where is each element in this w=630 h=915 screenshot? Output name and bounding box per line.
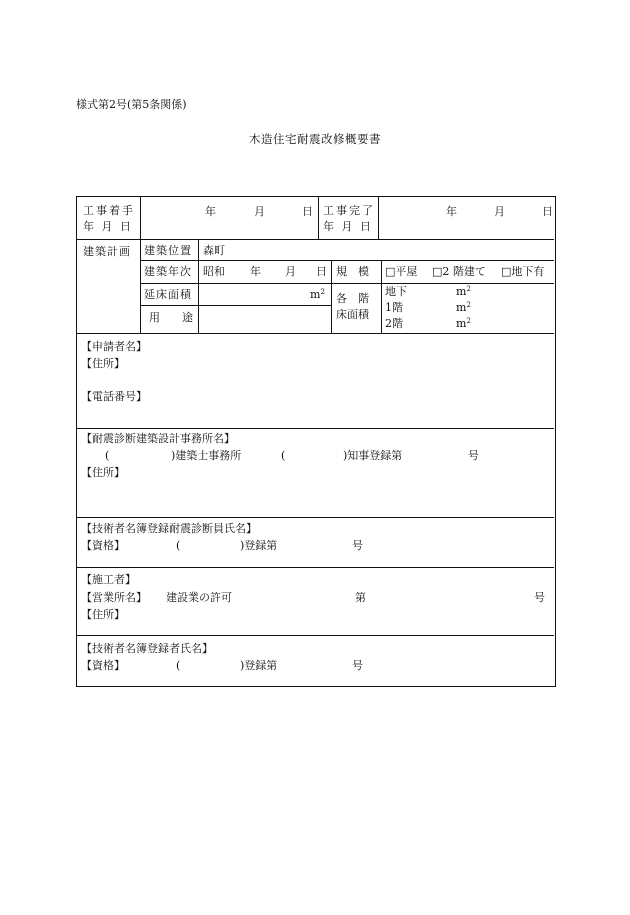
- inspector-paren-open: (: [176, 539, 181, 552]
- floor-area-label-sub: 床面積: [336, 308, 369, 321]
- scale-option-basement[interactable]: □地下有: [501, 265, 545, 278]
- start-year-unit: 年: [205, 205, 216, 218]
- floor-first-label: 1階: [385, 301, 403, 314]
- construction-license-label: 建設業の許可: [166, 591, 232, 604]
- total-area-unit: $m^2$: [310, 288, 325, 301]
- license-number-suffix: 号: [534, 591, 545, 604]
- applicant-address-label: 【住所】: [81, 357, 125, 370]
- document-title: 木造住宅耐震改修概要書: [249, 132, 381, 146]
- engineer-registration-label: )登録第: [240, 659, 278, 672]
- row-divider: [331, 283, 554, 284]
- building-location-value: 森町: [203, 244, 225, 257]
- column-divider: [198, 239, 199, 333]
- building-year-label: 建築年次: [144, 265, 192, 278]
- office-number-suffix: 号: [468, 449, 479, 462]
- building-year-unit: 年: [250, 265, 261, 278]
- license-dai-label: 第: [355, 591, 366, 604]
- governor-registration-label: )知事登録第: [343, 449, 403, 462]
- end-year-unit: 年: [446, 205, 457, 218]
- floor-second-unit: $m^2$: [456, 317, 471, 330]
- building-month-unit: 月: [285, 265, 296, 278]
- row-divider: [77, 517, 554, 518]
- engineer-paren-open: (: [176, 659, 181, 672]
- column-divider: [378, 197, 379, 239]
- floor-basement-label: 地下: [385, 285, 407, 298]
- floor-second-label: 2階: [385, 317, 403, 330]
- column-divider: [140, 197, 141, 333]
- row-divider: [77, 635, 554, 636]
- era-label: 昭和: [203, 265, 225, 278]
- engineer-name-label: 【技術者名簿登録者氏名】: [81, 642, 213, 655]
- column-divider: [318, 197, 319, 239]
- floor-area-label: 各 階: [336, 292, 369, 305]
- form-number: 様式第2号(第5条関係): [76, 98, 187, 111]
- scale-option-single-story[interactable]: □平屋: [385, 265, 418, 278]
- architect-office-label: )建築士事務所: [171, 449, 242, 462]
- engineer-qualification-label: 【資格】: [81, 659, 125, 672]
- building-plan-label: 建築計画: [83, 245, 131, 258]
- building-location-label: 建築位置: [144, 244, 192, 257]
- floor-first-unit: $m^2$: [456, 301, 471, 314]
- row-divider: [77, 567, 554, 568]
- inspector-number-suffix: 号: [352, 539, 363, 552]
- governor-paren-open: (: [281, 449, 286, 462]
- start-date-label-sub: 年 月 日: [83, 220, 133, 233]
- engineer-number-suffix: 号: [352, 659, 363, 672]
- end-day-unit: 日: [542, 205, 553, 218]
- start-day-unit: 日: [302, 205, 313, 218]
- inspector-registration-label: )登録第: [240, 539, 278, 552]
- column-divider: [331, 260, 332, 333]
- scale-option-two-story[interactable]: □2 階建て: [432, 265, 486, 278]
- applicant-phone-label: 【電話番号】: [81, 390, 147, 403]
- end-date-label-sub: 年 月 日: [323, 220, 373, 233]
- total-floor-area-label: 延床面積: [144, 288, 192, 301]
- business-office-label: 【営業所名】: [81, 591, 147, 604]
- end-date-label: 工事完了: [323, 204, 375, 217]
- start-date-label: 工事着手: [83, 204, 135, 217]
- inspector-qualification-label: 【資格】: [81, 539, 125, 552]
- summary-form-table: [76, 196, 556, 687]
- office-paren-open: (: [105, 449, 110, 462]
- row-divider: [77, 428, 554, 429]
- office-address-label: 【住所】: [81, 466, 125, 479]
- use-label: 用 途: [149, 311, 193, 324]
- design-office-name-label: 【耐震診断建築設計事務所名】: [81, 432, 235, 445]
- inspector-name-label: 【技術者名簿登録耐震診断員氏名】: [81, 522, 257, 535]
- end-month-unit: 月: [494, 205, 505, 218]
- applicant-name-label: 【申請者名】: [81, 340, 147, 353]
- row-divider: [140, 305, 331, 306]
- floor-basement-unit: $m^2$: [456, 285, 471, 298]
- row-divider: [140, 283, 331, 284]
- row-divider: [77, 239, 554, 240]
- contractor-address-label: 【住所】: [81, 608, 125, 621]
- contractor-label: 【施工者】: [81, 573, 136, 586]
- row-divider: [140, 260, 554, 261]
- row-divider: [77, 333, 554, 334]
- start-month-unit: 月: [254, 205, 265, 218]
- building-day-unit: 日: [316, 265, 327, 278]
- column-divider: [381, 260, 382, 333]
- scale-label: 規 模: [336, 265, 369, 278]
